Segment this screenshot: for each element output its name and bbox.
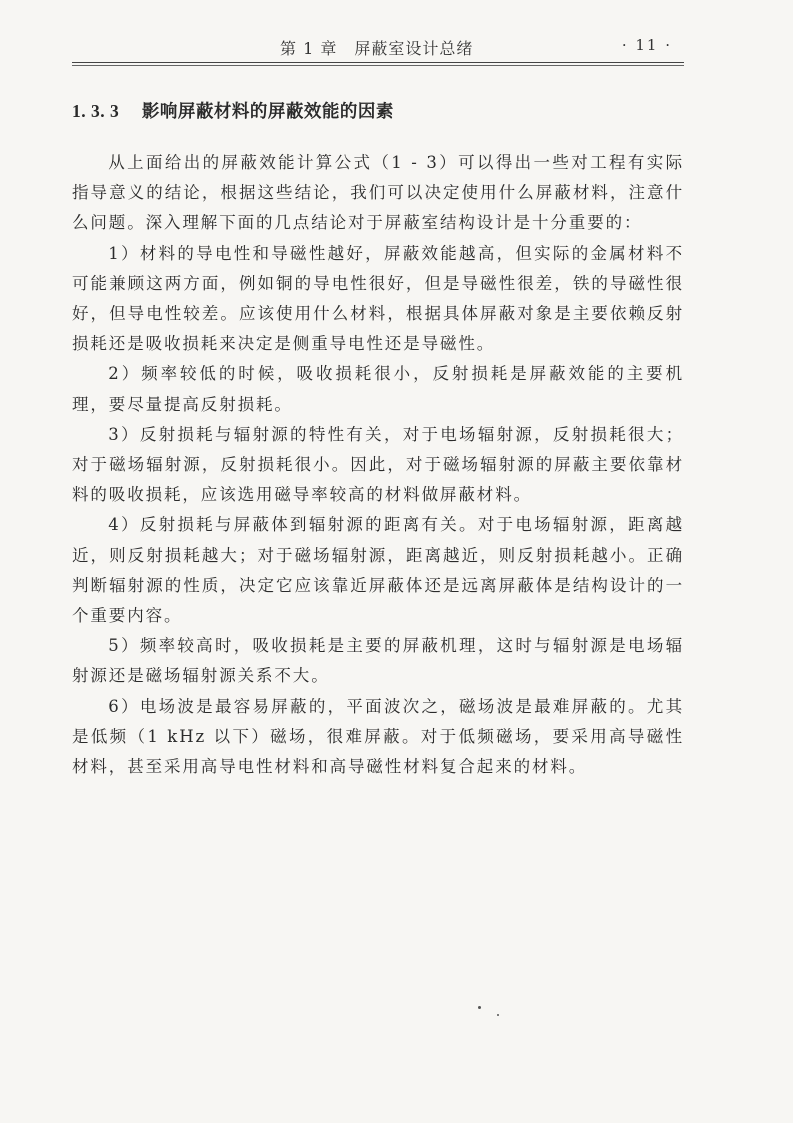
- chapter-title: 第 1 章 屏蔽室设计总绪: [280, 39, 474, 58]
- scan-speck: [497, 1014, 499, 1016]
- header-rule: [72, 62, 684, 66]
- paragraph-point-5: 5）频率较高时，吸收损耗是主要的屏蔽机理，这时与辐射源是电场辐射源还是磁场辐射源关系不大。: [72, 636, 684, 686]
- paragraph-point-2: 2）频率较低的时候，吸收损耗很小，反射损耗是屏蔽效能的主要机理，要尽量提高反射损耗。: [72, 364, 684, 414]
- scan-speck: [478, 1006, 481, 1009]
- section-heading: [72, 98, 684, 123]
- body-text: [72, 148, 684, 782]
- paragraph-point-4: 4）反射损耗与屏蔽体到辐射源的距离有关。对于电场辐射源，距离越近，则反射损耗越大；对于磁场辐射源，距离越近，则反射损耗越小。正确判断辐射源的性质，决定它应该靠近屏蔽体还是远离屏蔽体是结构设计的一个重要内容。: [72, 515, 684, 626]
- paragraph-point-1: 1）材料的导电性和导磁性越好，屏蔽效能越高，但实际的金属材料不可能兼顾这两方面，例如铜的导电性很好，但是导磁性很差，铁的导磁性很好，但导电性较差。应该使用什么材料，根据具体屏蔽对象是主要依赖反射损耗还是吸收损耗来决定是侧重导电性还是导磁性。: [72, 243, 684, 354]
- section-number: 1. 3. 3: [72, 101, 120, 121]
- page-number: · 11 ·: [621, 36, 672, 54]
- section-title: 影响屏蔽材料的屏蔽效能的因素: [141, 102, 394, 122]
- paragraph-point-3: 3）反射损耗与辐射源的特性有关，对于电场辐射源，反射损耗很大；对于磁场辐射源，反射损耗很小。因此，对于磁场辐射源的屏蔽主要依靠材料的吸收损耗，应该选用磁导率较高的材料做屏蔽材料。: [72, 424, 684, 505]
- running-header: [72, 32, 684, 62]
- paragraph-intro: 从上面给出的屏蔽效能计算公式（1 - 3）可以得出一些对工程有实际指导意义的结论，根据这些结论，我们可以决定使用什么屏蔽材料，注意什么问题。深入理解下面的几点结论对于屏蔽室结构设计是十分重要的：: [72, 153, 684, 233]
- paragraph-point-6: 6）电场波是最容易屏蔽的，平面波次之，磁场波是最难屏蔽的。尤其是低频（1 kHz 以下）磁场，很难屏蔽。对于低频磁场，要采用高导磁性材料，甚至采用高导电性材料和高导磁性材料复合起来的材料。: [72, 696, 684, 777]
